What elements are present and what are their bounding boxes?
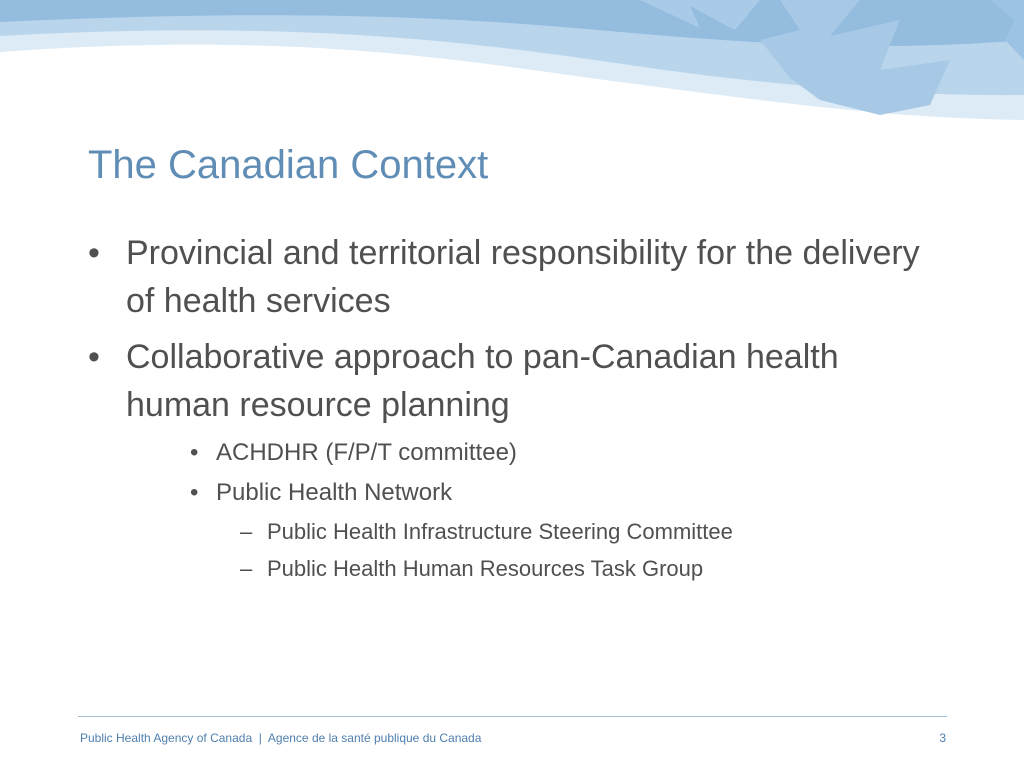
bullet-item <box>88 229 928 325</box>
sub-bullet-text: Public Health Network <box>216 479 453 506</box>
bullet-text: Provincial and territorial responsibility for the delivery of health services <box>126 234 920 320</box>
sub-bullet-marker: • <box>190 479 199 506</box>
bullet-text: Collaborative approach to pan-Canadian health human resource planning <box>126 338 839 424</box>
bullet-marker: • <box>88 338 100 376</box>
dash-marker: – <box>240 556 253 581</box>
slide-title: The Canadian Context <box>88 143 489 187</box>
sub-bullet-item <box>190 438 890 468</box>
page-number: 3 <box>939 731 946 745</box>
bullet-marker: • <box>88 234 100 272</box>
footer-agency-name: Public Health Agency of Canada | Agence de la santé publique du Canada <box>80 731 482 745</box>
sub-sub-bullet-text: Public Health Infrastructure Steering Committee <box>267 519 733 544</box>
sub-bullet-item <box>190 478 890 508</box>
maple-leaf-banner <box>0 0 1024 140</box>
dash-marker: – <box>240 519 253 544</box>
sub-bullet-text: ACHDHR (F/P/T committee) <box>216 439 517 466</box>
bullet-item <box>88 333 928 429</box>
sub-bullet-marker: • <box>190 439 199 466</box>
footer-divider <box>78 716 947 717</box>
sub-sub-bullet-item <box>240 555 920 583</box>
sub-sub-bullet-text: Public Health Human Resources Task Group <box>267 556 704 581</box>
sub-sub-bullet-item <box>240 518 920 546</box>
